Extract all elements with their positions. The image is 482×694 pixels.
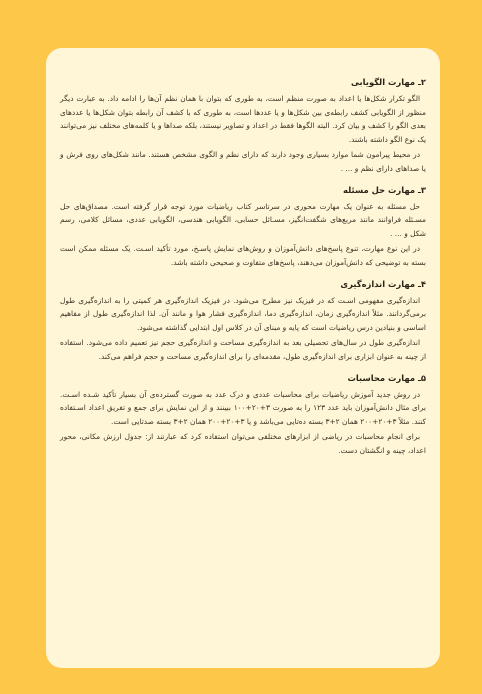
section-calculations bbox=[60, 372, 426, 458]
paragraph: حل مسئله به عنوان یک مهارت محوری در سرتاسر کتاب ریاضیات مورد توجه قرار گرفته است. مصداق‌های حل مسـئله فراوانند مانند مربع‌های شگفت‌انگیز، مسـائل حسابی، الگویابی هندسی، الگویابی عددی، مسائل کلامی، رسم شکل و ... . bbox=[60, 201, 426, 238]
paragraph: در محیط پیرامون شما موارد بسیاری وجود دارند که دارای نظم و الگوی مشخص هستند. مانند شکل‌های روی فرش و یا صداهای دارای نظم و ... . bbox=[60, 150, 426, 173]
section-heading: ۲ـ مهارت الگویابی bbox=[351, 77, 426, 87]
paragraph: اندازه‌گیری طول در سال‌های تحصیلی بعد به اندازه‌گیری مساحت و اندازه‌گیری حجم نیز تعمیم داده می‌شود. استفاده از چینه به عنوان ابزاری برای اندازه‌گیری طول، مقدمه‌ای را برای اندازه‌گیری مساحت و حجم فراهم می‌کند. bbox=[60, 338, 426, 361]
paragraph: الگو تکرار شکل‌ها یا اعداد به صورت منظم است، به طوری که بتوان با همان نظم آن‌ها را ادامه داد. به عبارت دیگر منظور از الگویابی کشف رابطه‌ی بین شکل‌ها و یا عددها است، به طوری که با کشف آن رابطه بتوان شکل‌ها یا عددهای بعدی الگو را کشف و بیان کرد. البته الگوها فقط در اعداد و تصاویر نیستند، بلکه صداها و یا کلمه‌های مختلف نیز می‌توانند یک نوع الگو داشته باشند. bbox=[60, 94, 426, 144]
section-measurement bbox=[60, 278, 426, 364]
section-problem-solving bbox=[60, 184, 426, 270]
paragraph: برای انجام محاسبات در ریاضی از ابزارهای مختلفی می‌توان استفاده کرد که عبارتند از: جدول ارزش مکانی، محور اعداد، چینه و انگشتان دست. bbox=[60, 432, 426, 455]
content-card bbox=[46, 48, 440, 668]
section-heading: ۳ـ مهارت حل مسئله bbox=[343, 184, 426, 195]
paragraph: اندازه‌گیری مفهومی اسـت که در فیزیک نیز مطرح می‌شود. در فیزیک اندازه‌گیری هر کمیتی را به اندازه‌گیری طول برمی‌گردانند. مثلاً اندازه‌گیری زمان، اندازه‌گیری دما، اندازه‌گیری فشار هوا و مانند آن. لذا اندازه‌گیری طول از مفاهیم اساسی و بنیادین درس ریاضیات است که پایه و مبنای آن در کلاس اول ابتدایی گذاشته می‌شود. bbox=[60, 295, 426, 332]
section-heading: ۵ـ مهارت محاسبات bbox=[347, 372, 426, 383]
section-heading: ۴ـ مهارت اندازه‌گیری bbox=[340, 278, 426, 289]
paragraph: در روش جدید آموزش ریاضیات برای محاسبات عددی و درک عدد به صورت گسترده‌ی آن بسیار تأکید شـده اسـت. برای مثال دانش‌آموزان باید عدد ۱۲۳ را به صورت ۳+۲۰+۱۰۰ ببینند و از این نمایش برای جمع و تفریق اعداد اسـتفاده کنند. مثلاً ۳+۲۰+۲۰۰ همان ۲+۳ بسته ده‌تایی می‌باشد و یا ۳+۲۰+۲۰۰ همان ۲+۳ بسته صدتایی است. bbox=[60, 389, 426, 426]
section-pattern-finding bbox=[60, 76, 426, 176]
paragraph: در این نوع مهارت، تنوع پاسخ‌های دانش‌آموزان و روش‌های نمایش پاسـخ، مورد تأکید اسـت. یک مسئله ممکن است بسته به توضیحی که دانش‌آموزان می‌دهند، پاسخ‌های متفاوت و صحیحی داشته باشد. bbox=[60, 244, 426, 267]
